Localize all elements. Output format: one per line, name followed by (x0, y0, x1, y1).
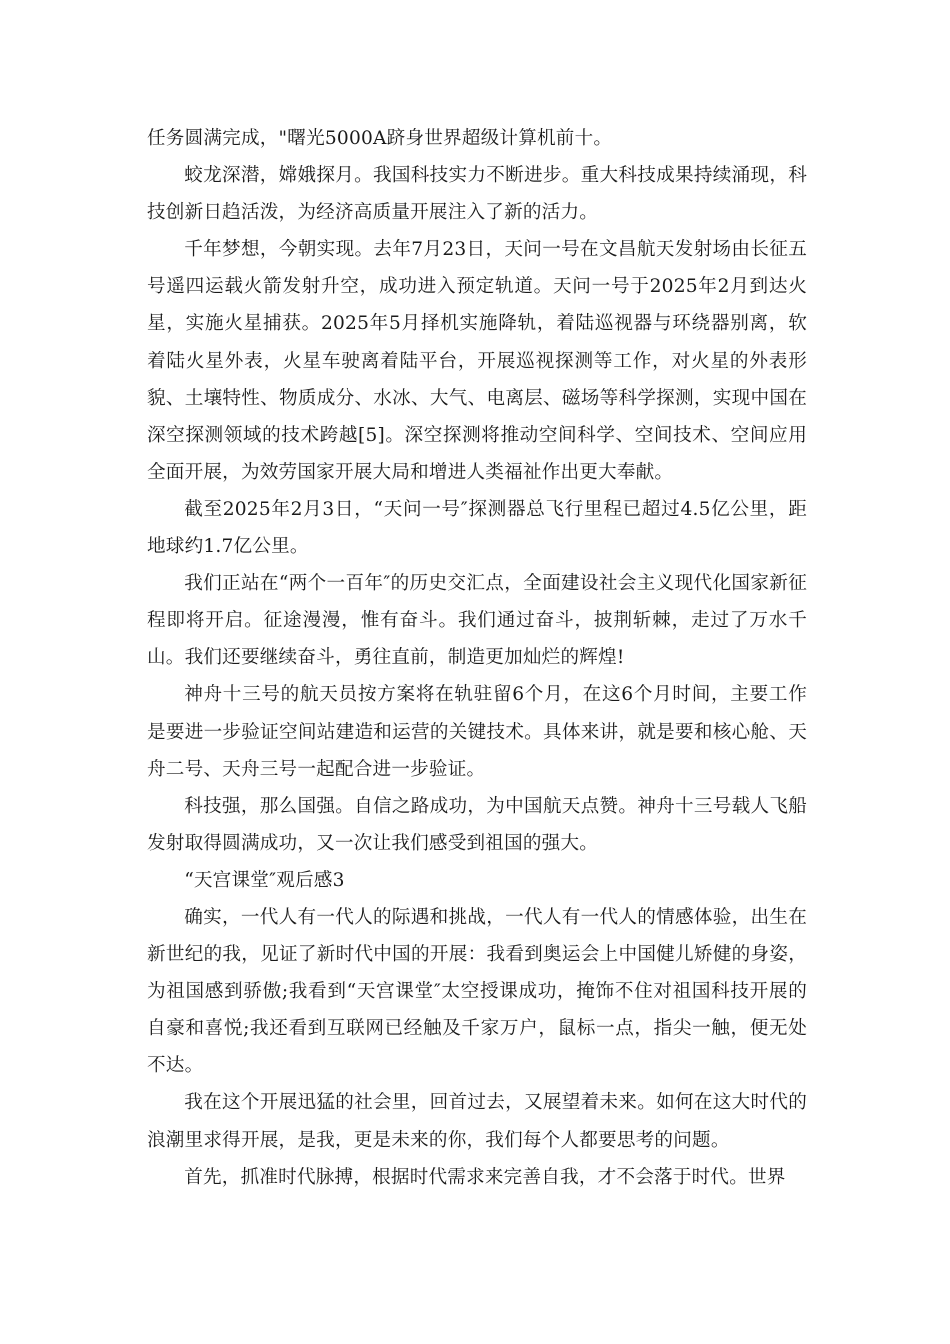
paragraph-3: 千年梦想，今朝实现。去年7月23日，天问一号在文昌航天发射场由长征五号遥四运载火箭发射升空，成功进入预定轨道。天问一号于2025年2月到达火星，实施火星捕获。2025年5月择机实施降轨，着陆巡视器与环绕器别离，软着陆火星外表，火星车驶离着陆平台，开展巡视探测等工作，对火星的外表形貌、土壤特性、物质成分、水冰、大气、电离层、磁场等科学探测，实现中国在深空探测领域的技术跨越[5]。深空探测将推动空间科学、空间技术、空间应用全面开展，为效劳国家开展大局和增进人类福祉作出更大奉献。 (147, 239, 807, 483)
document-body (147, 120, 807, 1196)
paragraph-9: 确实，一代人有一代人的际遇和挑战，一代人有一代人的情感体验，出生在新世纪的我，见证了新时代中国的开展：我看到奥运会上中国健儿矫健的身姿，为祖国感到骄傲;我看到“天宫课堂″太空授课成功，掩饰不住对祖国科技开展的自豪和喜悦;我还看到互联网已经触及千家万户，鼠标一点，指尖一触，便无处不达。 (147, 906, 807, 1077)
paragraph-7: 科技强，那么国强。自信之路成功，为中国航天点赞。神舟十三号载人飞船发射取得圆满成功，又一次让我们感受到祖国的强大。 (147, 795, 807, 854)
paragraph-11: 首先，抓准时代脉搏，根据时代需求来完善自我，才不会落于时代。世界 (184, 1166, 786, 1188)
section-heading: “天宫课堂″观后感3 (184, 869, 345, 891)
paragraph-6: 神舟十三号的航天员按方案将在轨驻留6个月，在这6个月时间，主要工作是要进一步验证空间站建造和运营的关键技术。具体来讲，就是要和核心舱、天舟二号、天舟三号一起配合进一步验证。 (147, 684, 807, 780)
paragraph-1: 任务圆满完成，"曙光5000A跻身世界超级计算机前十。 (147, 128, 613, 149)
paragraph-10: 我在这个开展迅猛的社会里，回首过去，又展望着未来。如何在这大时代的浪潮里求得开展，是我，更是未来的你，我们每个人都要思考的问题。 (147, 1092, 807, 1151)
paragraph-4: 截至2025年2月3日，“天问一号″探测器总飞行里程已超过4.5亿公里，距地球约1.7亿公里。 (147, 498, 807, 558)
paragraph-2: 蛟龙深潜，嫦娥探月。我国科技实力不断进步。重大科技成果持续涌现，科技创新日趋活泼，为经济高质量开展注入了新的活力。 (147, 165, 807, 224)
paragraph-5: 我们正站在“两个一百年″的历史交汇点，全面建设社会主义现代化国家新征程即将开启。征途漫漫，惟有奋斗。我们通过奋斗，披荆斩棘，走过了万水千山。我们还要继续奋斗，勇往直前，制造更加灿烂的辉煌! (147, 573, 807, 669)
